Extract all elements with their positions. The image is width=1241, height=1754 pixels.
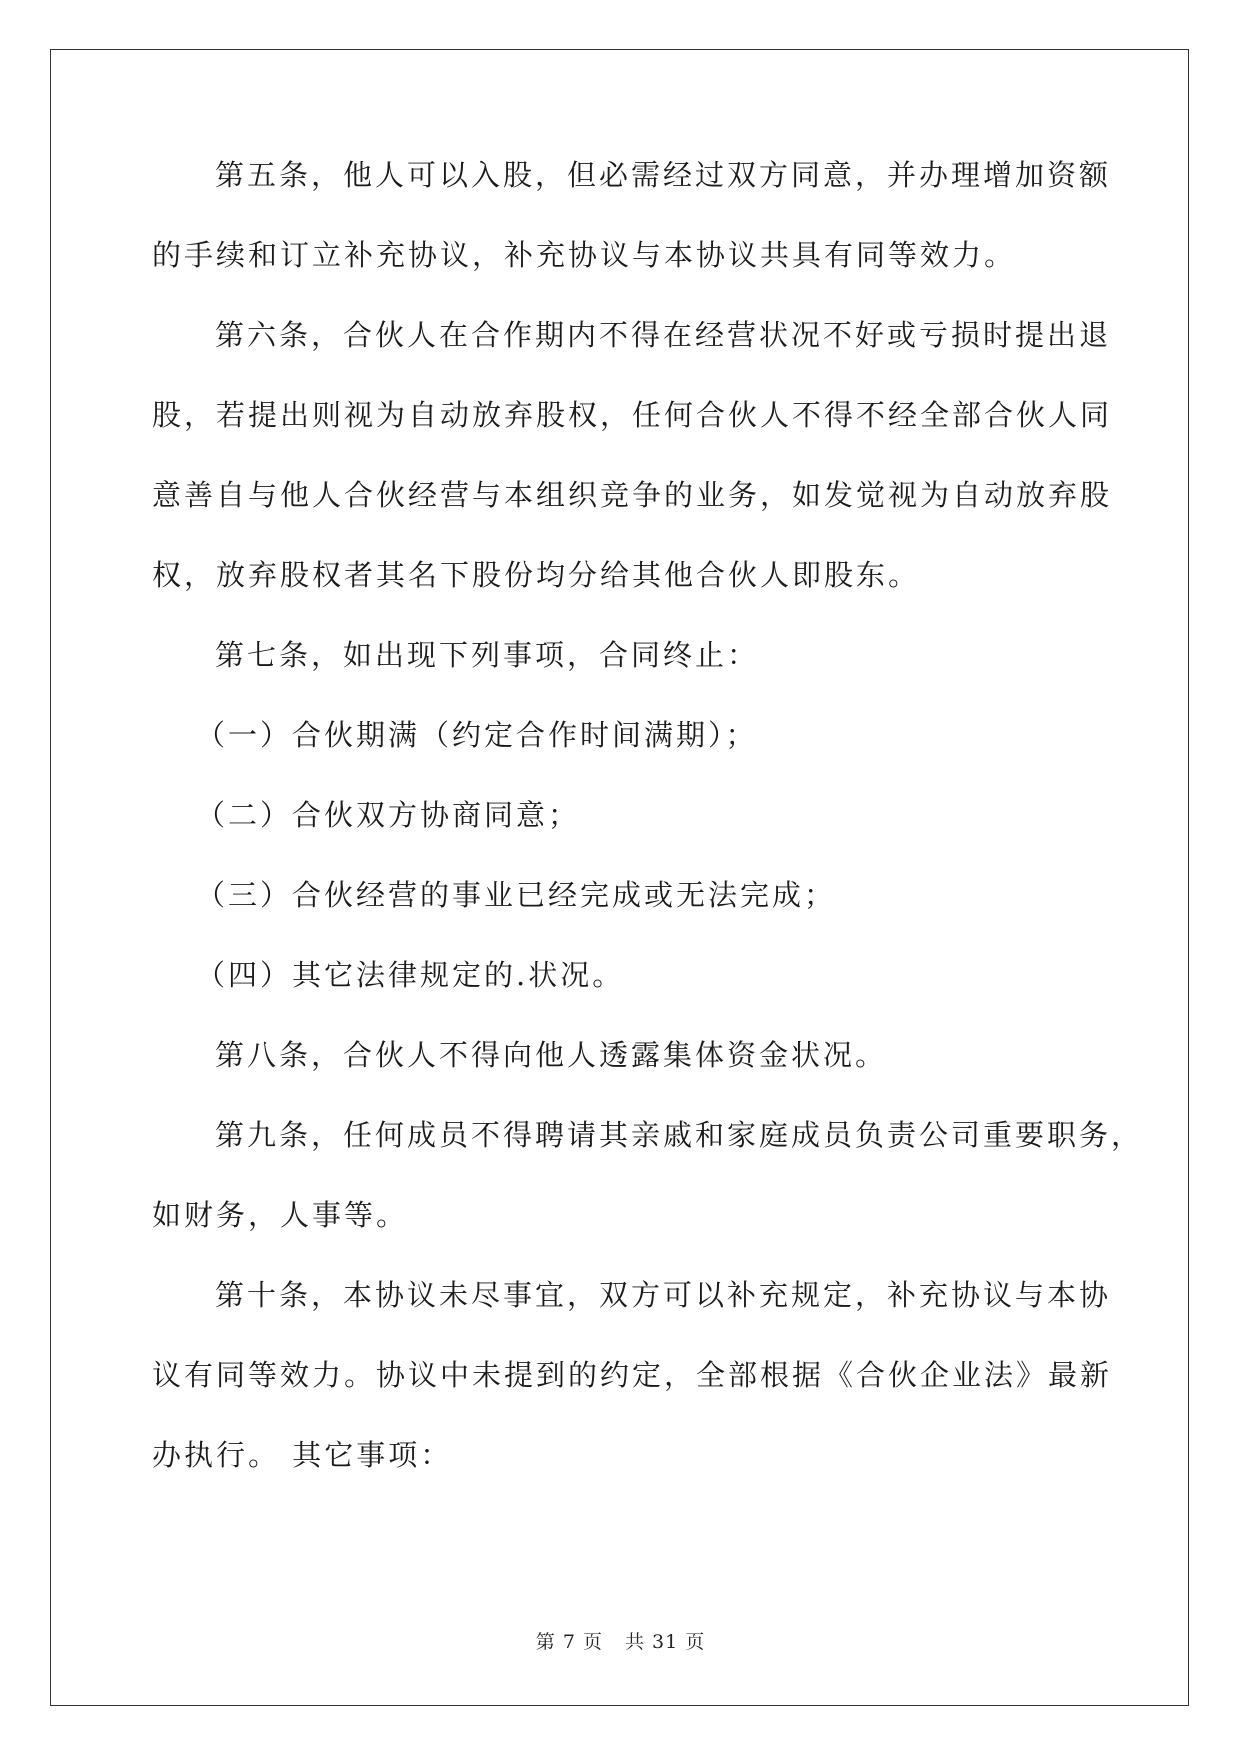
text-line: 议有同等效力。协议中未提到的约定，全部根据《合伙企业法》最新 xyxy=(152,1358,1113,1392)
article-10 xyxy=(152,1275,1113,1515)
article-7 xyxy=(152,635,1090,1035)
text-line: 第九条，任何成员不得聘请其亲戚和家庭成员负责公司重要职务， xyxy=(215,1118,1144,1152)
text-line: 第六条，合伙人在合作期内不得在经营状况不好或亏损时提出退 xyxy=(215,318,1112,352)
list-item: （三）合伙经营的事业已经完成或无法完成； xyxy=(196,878,837,912)
text-line: 第八条，合伙人不得向他人透露集体资金状况。 xyxy=(215,1038,888,1072)
article-5 xyxy=(152,155,1112,315)
text-line: 第十条，本协议未尽事宜，双方可以补充规定，补充协议与本协 xyxy=(215,1278,1112,1312)
text-line: 如财务，人事等。 xyxy=(152,1198,409,1232)
text-line: 股，若提出则视为自动放弃股权，任何合伙人不得不经全部合伙人同 xyxy=(152,398,1113,432)
text-line: 办执行。 其它事项： xyxy=(152,1438,453,1472)
total-pages: 共 31 页 xyxy=(624,1631,706,1653)
article-6 xyxy=(152,315,1113,635)
text-line: 意善自与他人合伙经营与本组织竞争的业务，如发觉视为自动放弃股 xyxy=(152,478,1113,512)
text-line: 第七条，如出现下列事项，合同终止： xyxy=(215,638,760,672)
text-line: 的手续和订立补充协议，补充协议与本协议共具有同等效力。 xyxy=(152,238,1017,272)
text-line: 第五条，他人可以入股，但必需经过双方同意，并办理增加资额 xyxy=(215,158,1112,192)
list-item: （一）合伙期满（约定合作时间满期）； xyxy=(196,718,758,752)
document-body xyxy=(152,155,1144,1515)
article-8 xyxy=(152,1035,1090,1115)
list-item: （四）其它法律规定的.状况。 xyxy=(196,958,625,992)
text-line: 权，放弃股权者其名下股份均分给其他合伙人即股东。 xyxy=(152,558,921,592)
page-number: 第 7 页 xyxy=(535,1631,603,1653)
page-footer xyxy=(0,1627,1241,1654)
list-item: （二）合伙双方协商同意； xyxy=(196,798,581,832)
article-9 xyxy=(152,1115,1144,1275)
